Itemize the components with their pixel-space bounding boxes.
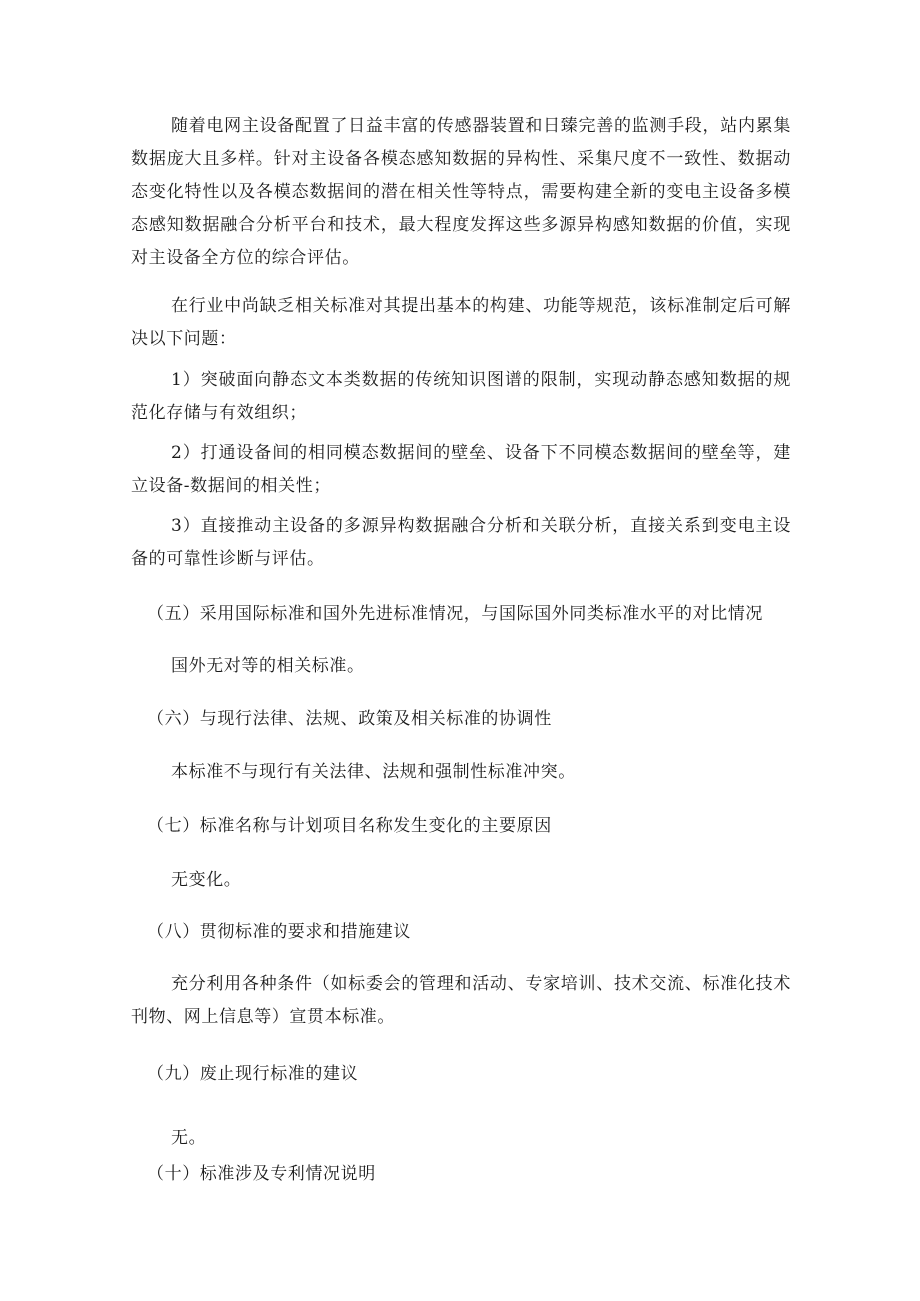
section-heading-9: （九）废止现行标准的建议 — [147, 1064, 359, 1084]
section-body-8: 充分利用各种条件（如标委会的管理和活动、专家培训、技术交流、标准化技术刊物、网上信息等）宣贯本标准。 — [131, 974, 791, 1027]
list-item-3: 3）直接推动主设备的多源异构数据融合分析和关联分析，直接关系到变电主设备的可靠性诊断与评估。 — [131, 516, 791, 569]
list-item-2: 2）打通设备间的相同模态数据间的壁垒、设备下不同模态数据间的壁垒等，建立设备-数据间的相关性； — [131, 443, 791, 496]
list-item-1: 1）突破面向静态文本类数据的传统知识图谱的限制，实现动静态感知数据的规范化存储与有效组织； — [131, 370, 791, 423]
section-body-7: 无变化。 — [171, 870, 242, 890]
section-heading-10: （十）标准涉及专利情况说明 — [147, 1164, 376, 1184]
section-heading-5: （五）采用国际标准和国外先进标准情况，与国际国外同类标准水平的对比情况 — [147, 604, 763, 624]
section-heading-6: （六）与现行法律、法规、政策及相关标准的协调性 — [147, 709, 552, 729]
paragraph-problem-statement: 在行业中尚缺乏相关标准对其提出基本的构建、功能等规范，该标准制定后可解决以下问题： — [131, 296, 791, 349]
section-body-6: 本标准不与现行有关法律、法规和强制性标准冲突。 — [171, 762, 576, 782]
section-body-9: 无。 — [171, 1128, 207, 1148]
section-heading-8: （八）贯彻标准的要求和措施建议 — [147, 922, 411, 942]
paragraph-background: 随着电网主设备配置了日益丰富的传感器装置和日臻完善的监测手段，站内累集数据庞大且多样。针对主设备各模态感知数据的异构性、采集尺度不一致性、数据动态变化特性以及各模态数据间的潜在相关性等特点，需要构建全新的变电主设备多模态感知数据融合分析平台和技术，最大程度发挥这些多源异构感知数据的价值，实现对主设备全方位的综合评估。 — [131, 116, 791, 268]
section-body-5: 国外无对等的相关标准。 — [171, 656, 365, 676]
section-heading-7: （七）标准名称与计划项目名称发生变化的主要原因 — [147, 816, 552, 836]
